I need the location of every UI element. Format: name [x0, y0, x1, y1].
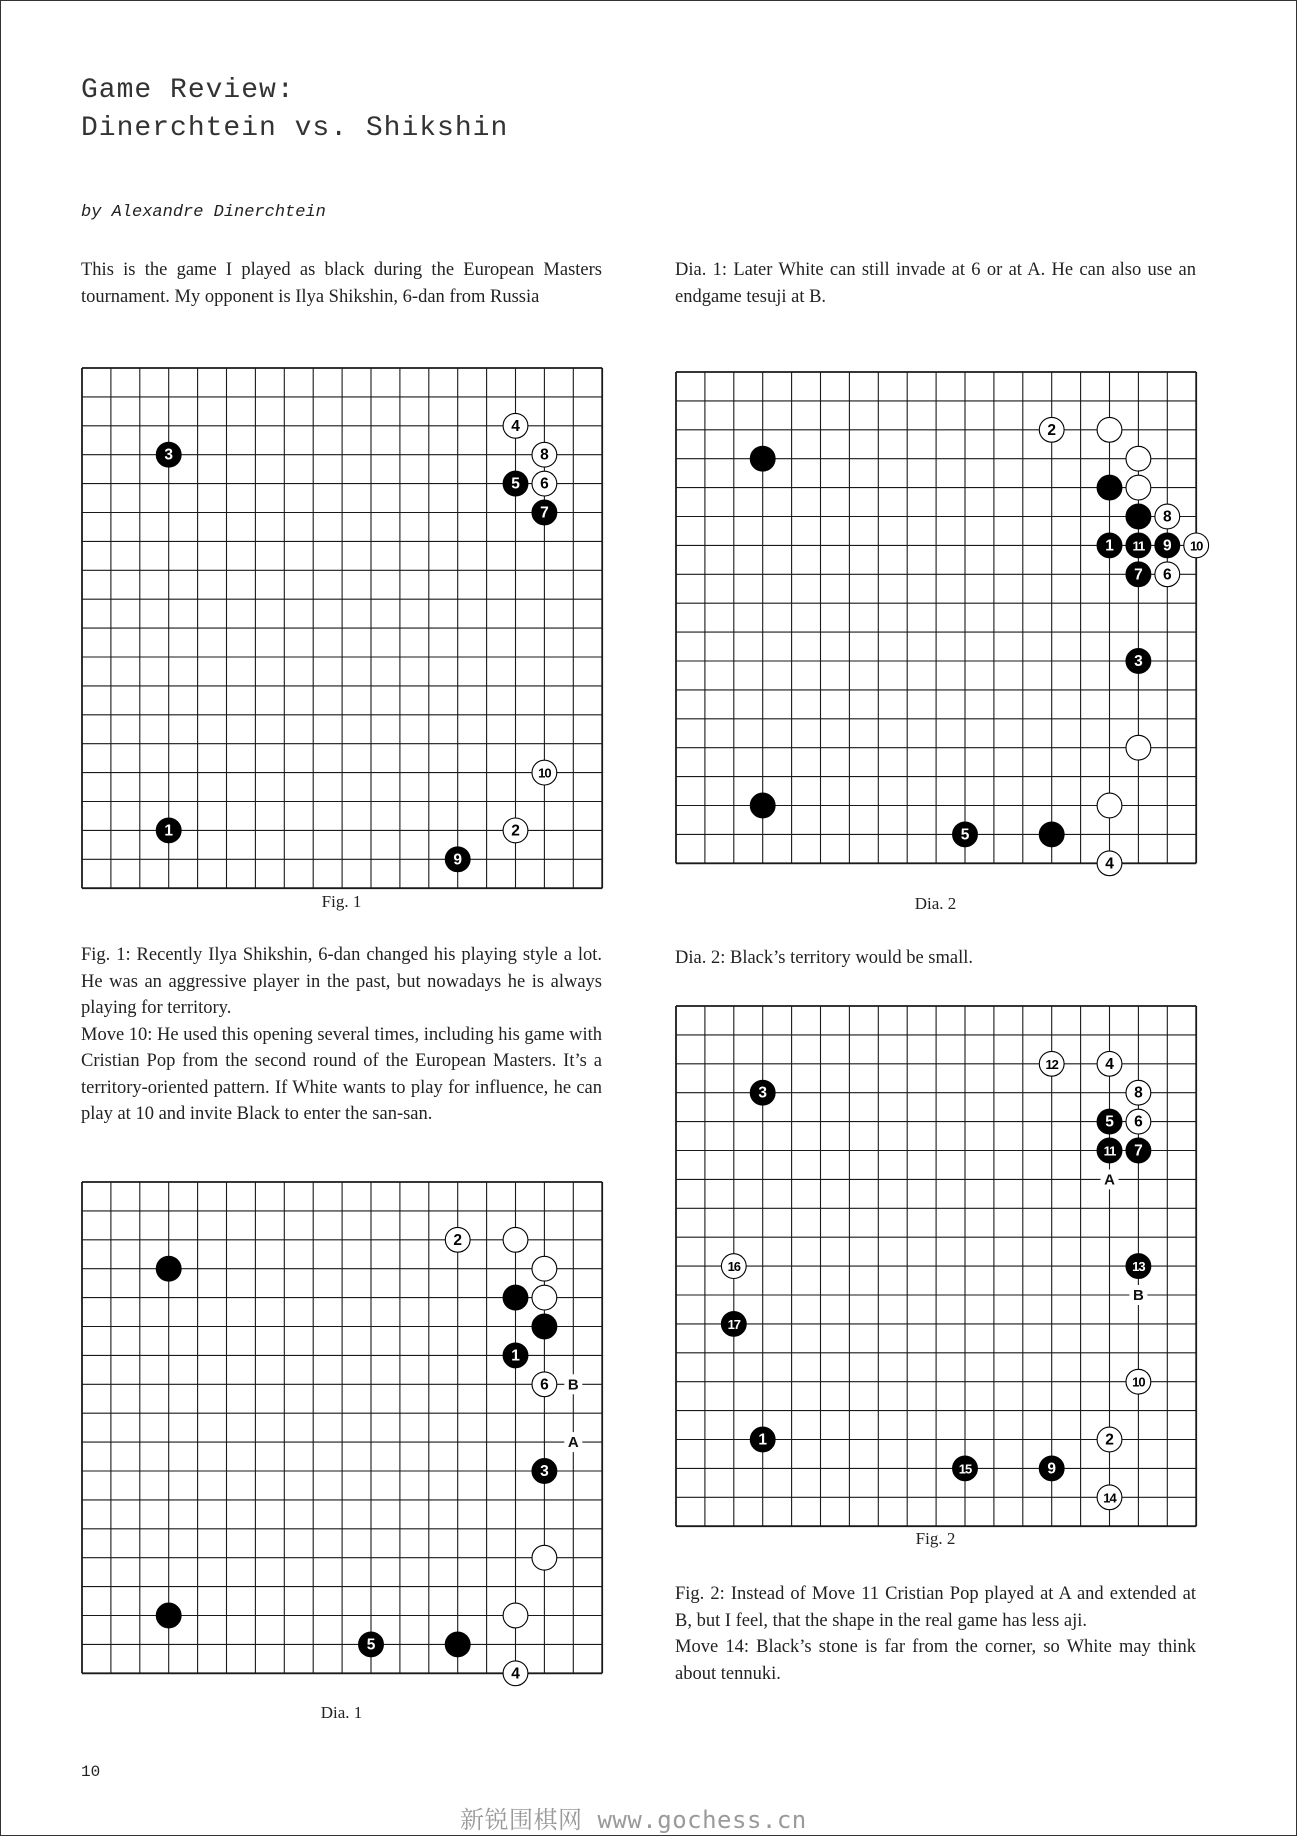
- white-stone: [532, 1285, 557, 1310]
- move-number: 6: [1162, 566, 1172, 584]
- black-stone: [156, 1256, 181, 1281]
- title-line-2: Dinerchtein vs. Shikshin: [81, 113, 509, 144]
- white-stone: [1097, 417, 1122, 442]
- move-number: 1: [511, 1347, 520, 1365]
- page-title: [81, 72, 508, 148]
- fig1-commentary-p1: Fig. 1: Recently Ilya Shikshin, 6-dan changed his playing style a lot. He was an aggressive player in the past, but nowadays he is always playing for territory.: [81, 945, 602, 1018]
- caption-fig1: Fig. 1: [321, 892, 362, 911]
- move-number: 9: [1162, 537, 1172, 555]
- white-stone: [1126, 475, 1151, 500]
- black-stone: [1039, 822, 1064, 847]
- move-number: 8: [1134, 1084, 1143, 1102]
- move-number: 2: [511, 822, 520, 840]
- move-number: 10: [1189, 538, 1203, 554]
- move-number: 1: [758, 1431, 768, 1449]
- move-number: 2: [1105, 1431, 1114, 1449]
- board-svg: [81, 1181, 634, 1683]
- move-number: 5: [1105, 1113, 1114, 1131]
- move-number: 14: [1103, 1490, 1116, 1506]
- black-stone: [445, 1632, 470, 1657]
- move-number: 10: [1132, 1374, 1145, 1390]
- fig2-commentary-p1: Fig. 2: Instead of Move 11 Cristian Pop played at A and extended at B, but I feel, that the shape in the real game has less aji.: [675, 1584, 1196, 1631]
- dia1-commentary: [675, 257, 1196, 310]
- black-stone: [532, 1314, 557, 1339]
- move-number: 16: [727, 1259, 741, 1275]
- fig2-commentary: [675, 1581, 1196, 1687]
- fig1-commentary: [81, 942, 602, 1128]
- move-number: 4: [1105, 855, 1114, 873]
- white-stone: [503, 1227, 528, 1252]
- move-number: 1: [164, 822, 174, 840]
- white-stone: [1126, 446, 1151, 471]
- board-fig1: [81, 367, 602, 888]
- dia2-commentary: [675, 945, 1196, 972]
- letter-marker: A: [567, 1434, 579, 1452]
- move-number: 9: [1047, 1460, 1057, 1478]
- white-stone: [532, 1256, 557, 1281]
- white-stone: [1126, 735, 1151, 760]
- move-number: 5: [366, 1636, 376, 1654]
- move-number: 7: [1134, 1142, 1143, 1160]
- fig1-commentary-p2: Move 10: He used this opening several times, including his game with Cristian Pop from the second round of the European Masters. It’s a territory-oriented pattern. If White wants to play for influence, he can play at 10 and invite Black to enter the san-san.: [81, 1024, 602, 1124]
- board-svg: [81, 367, 634, 892]
- page-number: 10: [81, 1763, 101, 1781]
- board-dia2: [675, 371, 1203, 892]
- title-line-1: Game Review:: [81, 75, 295, 106]
- caption-dia1: Dia. 1: [320, 1703, 363, 1722]
- move-number: 13: [1132, 1259, 1145, 1275]
- watermark: 新锐围棋网 www.gochess.cn: [460, 1806, 807, 1834]
- black-stone: [503, 1285, 528, 1310]
- move-number: 3: [758, 1084, 768, 1102]
- caption-dia2: Dia. 2: [914, 894, 957, 913]
- caption-fig2: Fig. 2: [915, 1529, 956, 1548]
- dia1-commentary-text: Dia. 1: Later White can still invade at 6 or at A. He can also use an endgame tesuji at B.: [675, 260, 1196, 307]
- move-number: 12: [1045, 1056, 1058, 1072]
- white-stone: [1097, 793, 1122, 818]
- move-number: 11: [1132, 538, 1145, 554]
- board-svg: [675, 371, 1228, 873]
- move-number: 10: [538, 765, 551, 781]
- intro-paragraph: [81, 257, 602, 310]
- move-number: 3: [164, 446, 174, 464]
- move-number: 5: [960, 826, 970, 844]
- move-number: 4: [511, 1665, 520, 1683]
- fig2-commentary-p2: Move 14: Black’s stone is far from the corner, so White may think about tennuki.: [675, 1637, 1196, 1684]
- move-number: 8: [1162, 508, 1172, 526]
- black-stone: [750, 793, 775, 818]
- move-number: 2: [1047, 421, 1057, 439]
- byline: by Alexandre Dinerchtein: [81, 203, 326, 222]
- dia2-commentary-text: Dia. 2: Black’s territory would be small.: [675, 948, 973, 968]
- move-number: 4: [1105, 1055, 1114, 1073]
- black-stone: [1126, 504, 1151, 529]
- letter-marker: B: [567, 1376, 579, 1394]
- intro-text: This is the game I played as black during the European Masters tournament. My opponent is Ilya Shikshin, 6-dan from Russia: [81, 260, 602, 307]
- move-number: 15: [958, 1461, 972, 1477]
- move-number: 1: [1105, 537, 1114, 555]
- move-number: 6: [540, 475, 549, 493]
- move-number: 6: [540, 1376, 549, 1394]
- board-svg: [675, 1005, 1228, 1530]
- move-number: 7: [540, 504, 549, 522]
- black-stone: [1097, 475, 1122, 500]
- black-stone: [156, 1603, 181, 1628]
- move-number: 3: [540, 1463, 549, 1480]
- black-stone: [750, 446, 775, 471]
- letter-marker: A: [1104, 1171, 1115, 1189]
- move-number: 3: [1134, 653, 1143, 670]
- move-number: 11: [1103, 1143, 1116, 1159]
- white-stone: [532, 1545, 557, 1570]
- move-number: 8: [540, 446, 549, 464]
- move-number: 17: [727, 1316, 741, 1332]
- move-number: 4: [511, 417, 520, 435]
- board-fig2: [675, 1005, 1196, 1526]
- white-stone: [503, 1603, 528, 1628]
- move-number: 2: [453, 1231, 463, 1249]
- move-number: 5: [511, 475, 520, 493]
- board-dia1: [81, 1181, 602, 1702]
- move-number: 6: [1134, 1113, 1143, 1131]
- letter-marker: B: [1132, 1287, 1144, 1304]
- move-number: 9: [453, 851, 463, 869]
- move-number: 7: [1134, 566, 1143, 584]
